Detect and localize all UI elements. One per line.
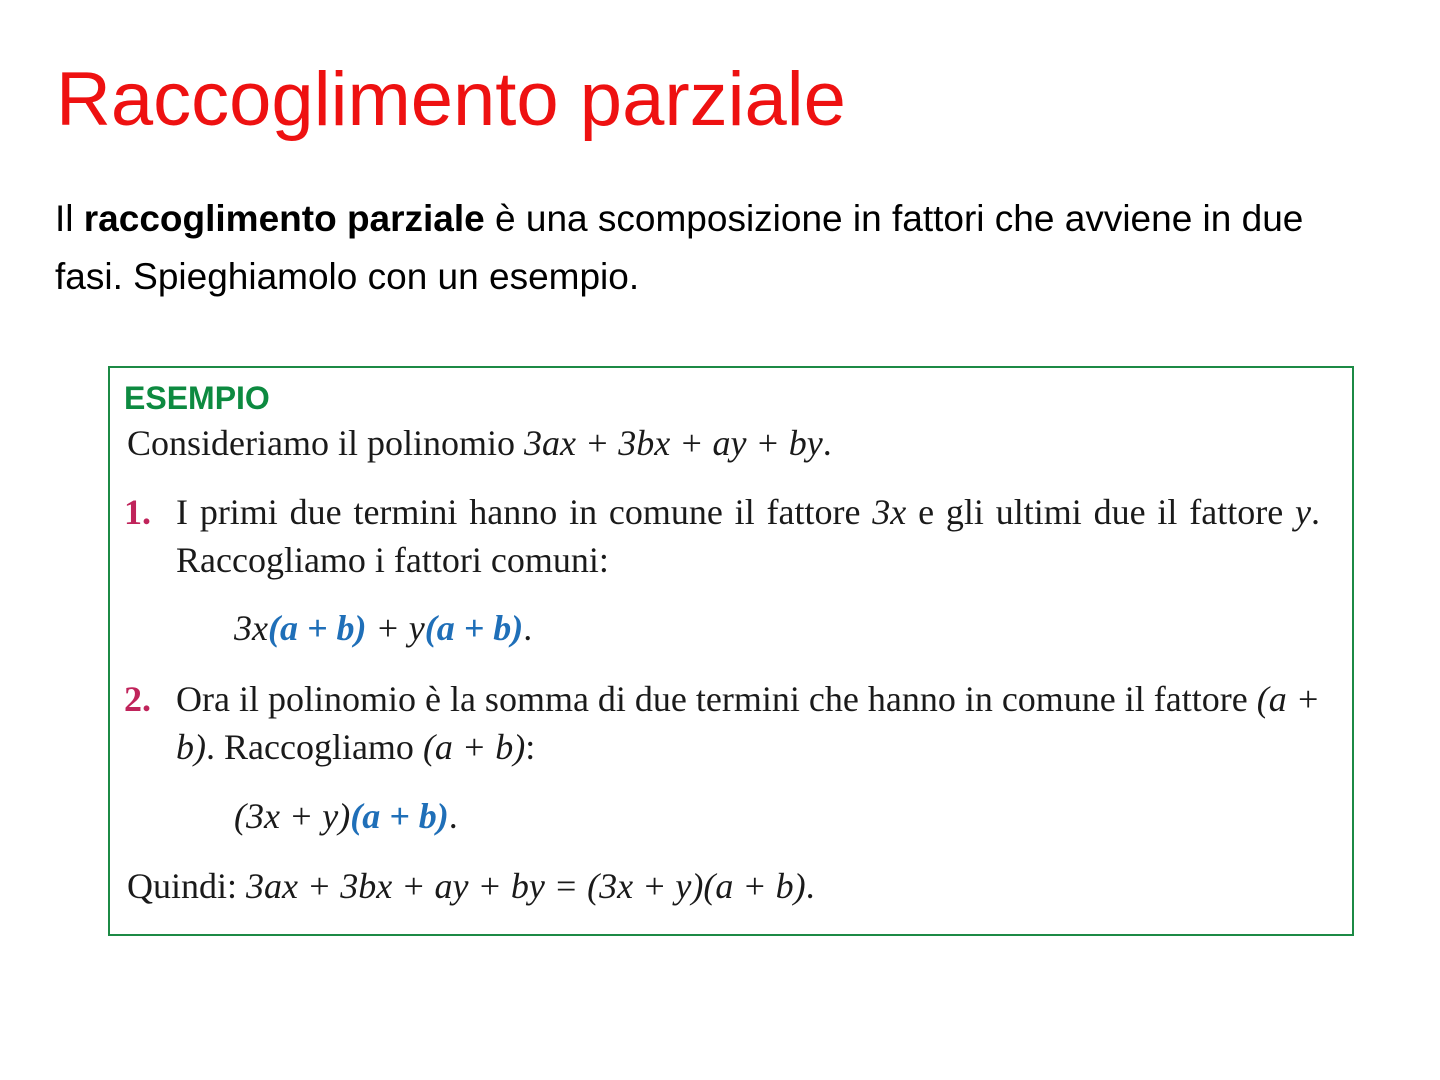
step-1 xyxy=(124,488,1320,584)
intro-paragraph xyxy=(55,190,1375,306)
example-intro-end: . xyxy=(822,423,832,463)
step-text-part: : xyxy=(525,727,536,767)
formula-highlight: (a + b) xyxy=(350,796,449,836)
formula-term: (3x + y) xyxy=(234,796,351,836)
intro-text-start: Il xyxy=(55,198,84,239)
step-factor: (a + b) xyxy=(176,679,1321,767)
conclusion xyxy=(127,862,815,910)
formula-step-2 xyxy=(234,792,458,840)
step-2 xyxy=(124,675,1320,771)
example-intro-text: Consideriamo il polinomio xyxy=(127,423,524,463)
example-label: ESEMPIO xyxy=(124,380,270,416)
step-text-part: I primi due termini hanno in comune il fattore xyxy=(176,492,873,532)
step-text-part: e gli ultimi due il fattore xyxy=(906,492,1296,532)
step-factor: 3x xyxy=(872,492,907,532)
conclusion-expression: 3ax + 3bx + ay + by = (3x + y)(a + b) xyxy=(246,866,806,906)
step-text-part: . Raccogliamo i fattori comuni: xyxy=(176,492,1320,580)
step-text xyxy=(176,488,1320,584)
conclusion-end: . xyxy=(805,866,815,906)
formula-step-1 xyxy=(234,604,532,652)
example-intro xyxy=(127,420,832,466)
formula-term: + y xyxy=(366,608,425,648)
step-number: 1. xyxy=(124,492,151,532)
conclusion-label: Quindi: xyxy=(127,866,247,906)
example-box xyxy=(108,366,1354,936)
formula-end: . xyxy=(448,796,458,836)
page-title: Raccoglimento parziale xyxy=(56,57,846,142)
step-text-part: . Raccogliamo xyxy=(206,727,423,767)
formula-term: 3x xyxy=(234,608,268,648)
step-factor: (a + b) xyxy=(422,727,526,767)
step-text-part: Ora il polinomio è la somma di due termini che hanno in comune il fattore xyxy=(176,679,1257,719)
formula-highlight: (a + b) xyxy=(424,608,524,648)
intro-bold-term: raccoglimento parziale xyxy=(83,198,485,239)
formula-end: . xyxy=(523,608,533,648)
formula-highlight: (a + b) xyxy=(267,608,367,648)
step-number: 2. xyxy=(124,679,151,719)
step-text xyxy=(176,675,1320,771)
step-factor: y xyxy=(1295,492,1311,532)
example-polynomial: 3ax + 3bx + ay + by xyxy=(523,423,823,463)
intro-text-end: è una scomposizione in fattori che avviene in due fasi. Spieghiamolo con un esempio. xyxy=(55,198,1304,297)
